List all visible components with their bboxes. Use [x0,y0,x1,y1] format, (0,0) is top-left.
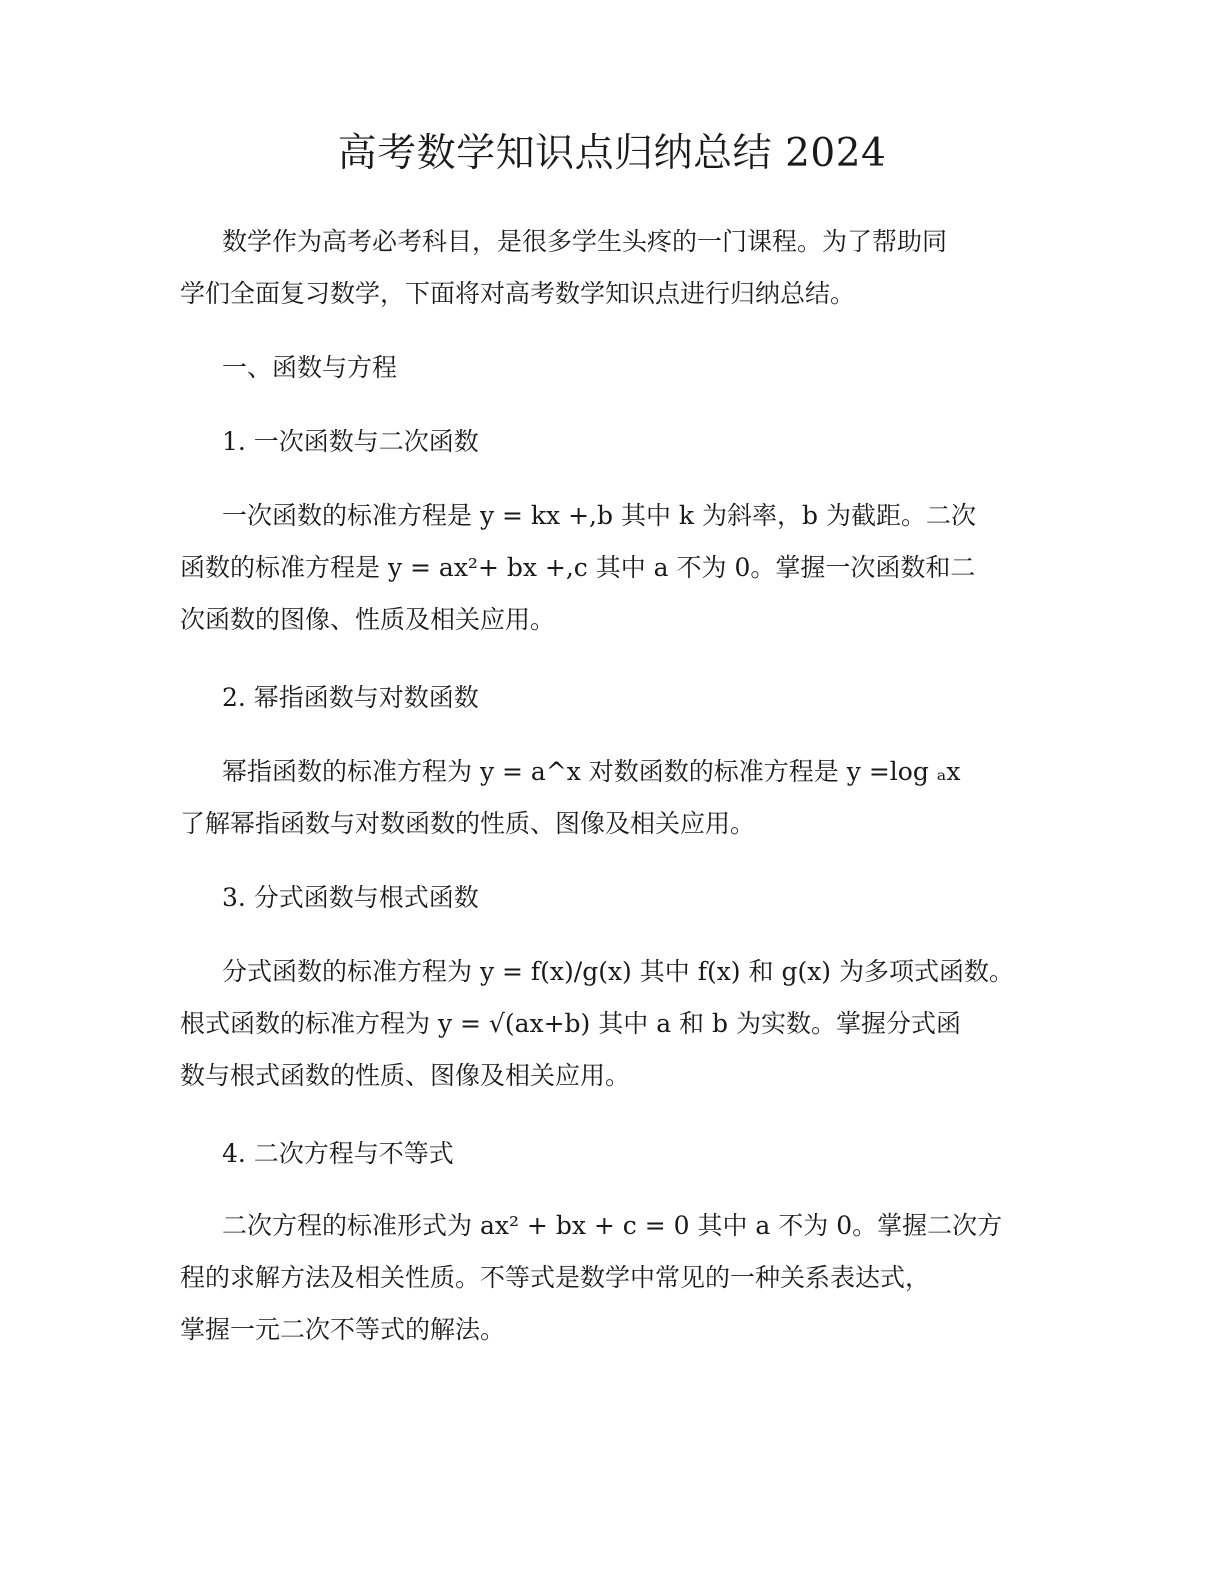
document-title: 高考数学知识点归纳总结 2024 [337,131,887,176]
paragraph-line: 次函数的图像、性质及相关应用。 [180,605,556,634]
paragraph-line: 程的求解方法及相关性质。不等式是数学中常见的一种关系表达式， [180,1263,931,1292]
section-heading-functions-equations: 一、函数与方程 [222,353,398,382]
subsection-heading-linear-quadratic: 1. 一次函数与二次函数 [222,427,479,456]
paragraph-line: 分式函数的标准方程为 y = f(x)/g(x) 其中 f(x) 和 g(x) 为多项式函数。 [222,957,1015,986]
linear-quadratic-paragraph [180,490,1040,646]
quadratic-inequality-paragraph [180,1200,1040,1356]
intro-paragraph [180,216,1040,320]
intro-line: 数学作为高考必考科目，是很多学生头疼的一门课程。为了帮助同 [222,227,948,256]
exponential-logarithmic-paragraph [180,746,1040,850]
subsection-heading-rational-radical: 3. 分式函数与根式函数 [222,883,479,912]
paragraph-line: 了解幂指函数与对数函数的性质、图像及相关应用。 [180,809,756,838]
subsection-heading-quadratic-inequality: 4. 二次方程与不等式 [222,1139,454,1168]
paragraph-line: 一次函数的标准方程是 y = kx +,b 其中 k 为斜率，b 为截距。二次 [222,501,976,530]
subsection-heading-exponential-logarithmic: 2. 幂指函数与对数函数 [222,683,479,712]
paragraph-line: 掌握一元二次不等式的解法。 [180,1315,506,1344]
paragraph-line: 二次方程的标准形式为 ax² + bx + c = 0 其中 a 不为 0。掌握二次方 [222,1211,1003,1240]
paragraph-line: 函数的标准方程是 y = ax²+ bx +,c 其中 a 不为 0。掌握一次函数和二 [180,553,976,582]
paragraph-line: 根式函数的标准方程为 y = √(ax+b) 其中 a 和 b 为实数。掌握分式函 [180,1009,961,1038]
intro-line: 学们全面复习数学，下面将对高考数学知识点进行归纳总结。 [180,279,856,308]
rational-radical-paragraph [180,946,1040,1102]
paragraph-line: 幂指函数的标准方程为 y = a^x 对数函数的标准方程是 y =log ₐx [222,757,961,786]
paragraph-line: 数与根式函数的性质、图像及相关应用。 [180,1061,631,1090]
